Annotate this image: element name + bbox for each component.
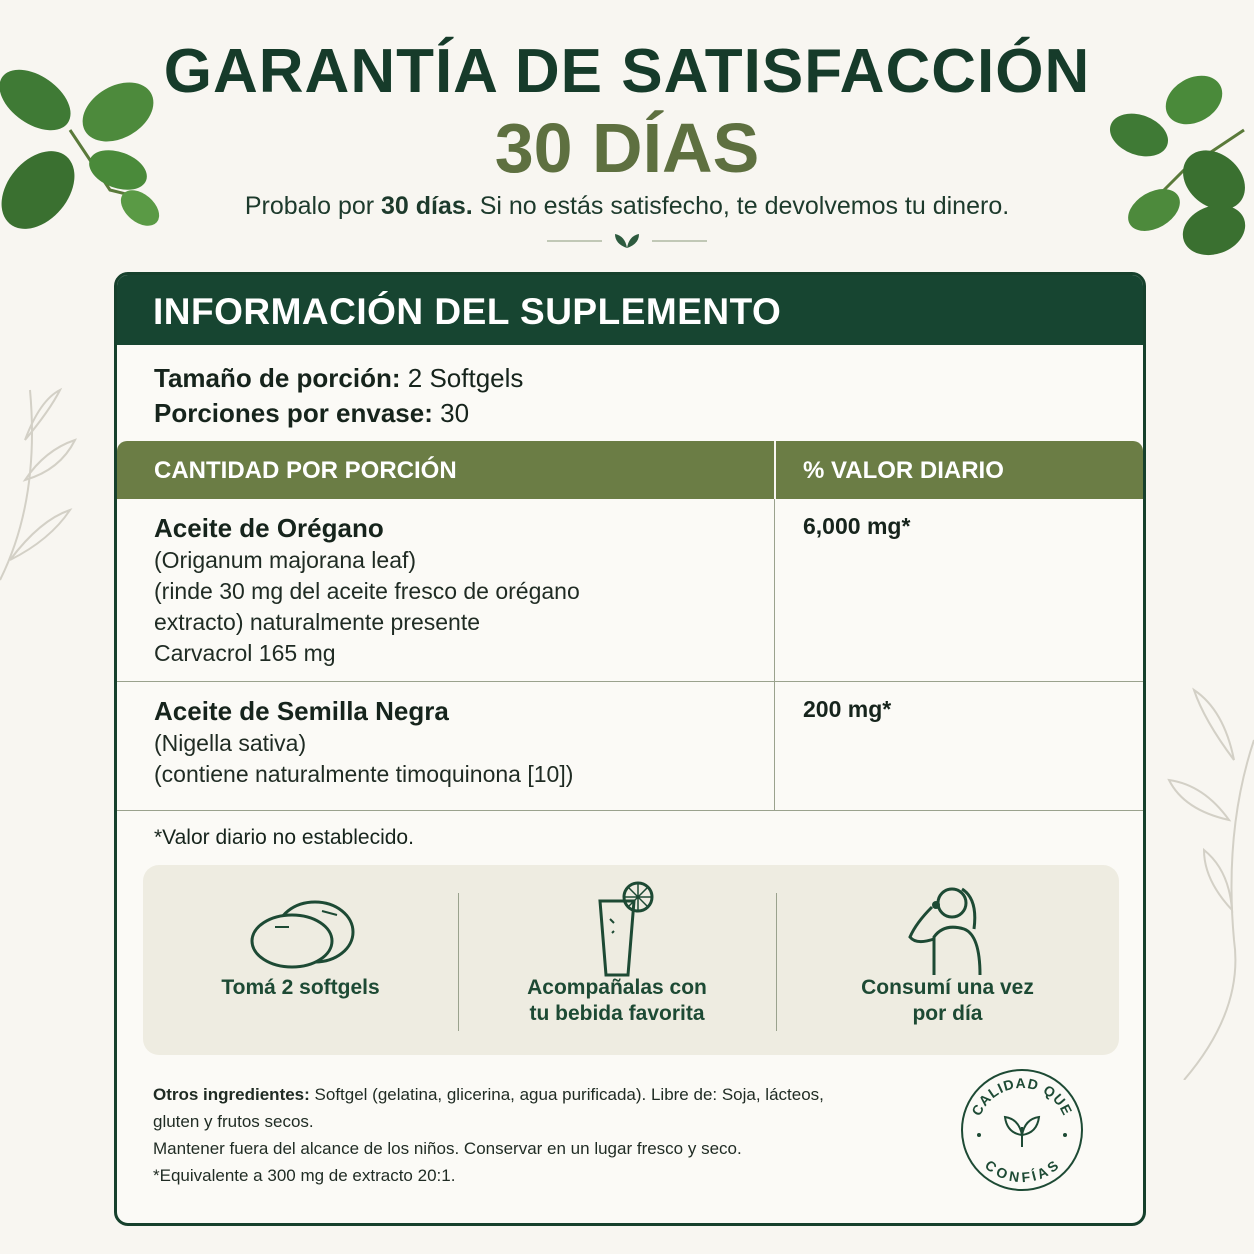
- desc-line: (Nigella sativa): [154, 730, 307, 756]
- serving-size-label: Tamaño de porción:: [154, 363, 401, 393]
- storage-warning: Mantener fuera del alcance de los niños. Conservar en un lugar fresco y seco.: [153, 1139, 742, 1158]
- supplement-card: [114, 272, 1146, 1226]
- table-row: [117, 499, 1143, 682]
- usage-instructions: [143, 865, 1119, 1055]
- page-title: GARANTÍA DE SATISFACCIÓN: [163, 37, 1091, 106]
- ingredient-value: 200 mg*: [803, 696, 892, 722]
- usage-label: [143, 975, 458, 1001]
- desc-line: (Origanum majorana leaf): [154, 547, 417, 573]
- usage-label: [776, 975, 1119, 1027]
- subtitle-bold: 30 días.: [381, 192, 473, 220]
- svg-text:CONFÍAS: [982, 1157, 1062, 1186]
- desc-line: Carvacrol 165 mg: [154, 640, 336, 666]
- usage-line: Acompañalas con: [527, 976, 707, 999]
- other-ingredients-label: Otros ingredientes:: [153, 1085, 310, 1104]
- servings-per-container: [154, 396, 1143, 431]
- ingredient-description: [154, 728, 573, 790]
- subtitle-text: Probalo por: [244, 192, 382, 220]
- woman-taking-pill-icon: [904, 879, 988, 979]
- ingredient-name: Aceite de Orégano: [154, 513, 384, 543]
- drink-glass-icon: [594, 879, 658, 977]
- subtitle-text-end: Si no estás satisfecho, te devolvemos tu dinero.: [472, 192, 1010, 220]
- seal-bottom-text: CONFÍAS: [981, 1156, 1063, 1186]
- leaf-divider: [547, 230, 707, 252]
- extract-equivalent-note: *Equivalente a 300 mg de extracto 20:1.: [153, 1166, 456, 1185]
- usage-line: por día: [912, 1002, 983, 1025]
- card-title: INFORMACIÓN DEL SUPLEMENTO: [117, 275, 1143, 345]
- ingredient-description: [154, 545, 580, 669]
- quality-seal: [957, 1065, 1087, 1195]
- other-ingredients-line: [153, 1081, 893, 1108]
- seal-top-text: CALIDAD QUE: [968, 1074, 1076, 1119]
- other-ingredients: [153, 1081, 893, 1189]
- column-header-amount: CANTIDAD POR PORCIÓN: [154, 457, 457, 484]
- usage-item: [776, 865, 1119, 1055]
- serving-size-value: 2 Softgels: [400, 363, 524, 393]
- usage-line: tu bebida favorita: [529, 1002, 705, 1025]
- desc-line: (rinde 30 mg del aceite fresco de orégano: [154, 578, 580, 604]
- servings-value: 30: [432, 398, 470, 428]
- column-header-daily-value: % VALOR DIARIO: [803, 457, 1004, 484]
- sprig-outline-right: [1164, 680, 1254, 1080]
- usage-item: [143, 865, 458, 1055]
- usage-line: Tomá 2 softgels: [221, 976, 380, 999]
- serving-info: [117, 345, 1143, 441]
- table-row: [117, 682, 1143, 811]
- usage-item: [458, 865, 776, 1055]
- svg-text:CALIDAD QUE: [968, 1075, 1076, 1118]
- serving-size: [154, 361, 1143, 396]
- guarantee-subtitle: [0, 192, 1254, 221]
- guarantee-days: 30 DÍAS: [494, 109, 760, 187]
- sprig-outline-left: [0, 380, 110, 660]
- desc-line: (contiene naturalmente timoquinona [10]): [154, 761, 574, 787]
- servings-label: Porciones por envase:: [154, 398, 433, 428]
- daily-value-footnote: *Valor diario no establecido.: [154, 826, 414, 849]
- other-ingredients-text-cont: gluten y frutos secos.: [153, 1112, 314, 1131]
- ingredient-name: Aceite de Semilla Negra: [154, 696, 449, 726]
- other-ingredients-text: Softgel (gelatina, glicerina, agua purificada). Libre de: Soja, lácteos,: [309, 1085, 824, 1104]
- usage-label: [458, 975, 776, 1027]
- usage-line: Consumí una vez: [861, 976, 1034, 999]
- softgels-icon: [247, 897, 359, 971]
- desc-line: extracto) naturalmente presente: [154, 609, 481, 635]
- table-header: [117, 441, 1143, 499]
- ingredient-value: 6,000 mg*: [803, 513, 911, 539]
